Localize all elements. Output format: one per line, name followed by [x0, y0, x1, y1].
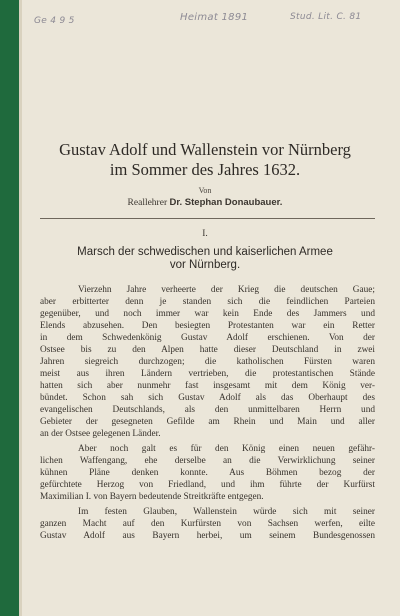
- body-line: meist aus ihren Ländern vertrieben, die protestantischen Stände: [40, 369, 375, 379]
- green-binding-spine: [0, 0, 19, 616]
- author-name: Dr. Stephan Donaubauer.: [169, 197, 283, 208]
- author-prefix: Reallehrer: [127, 198, 168, 208]
- pencil-annotation-left: Ge 4 9 5: [34, 16, 75, 26]
- body-line: Maximilian I. von Bayern bedeutende Streitkräfte entgegen.: [40, 492, 264, 502]
- document-title-line-2: im Sommer des Jahres 1632.: [109, 160, 301, 179]
- body-line: lichen Waffengang, ehe derselbe an die Verwirklichung seiner: [40, 456, 375, 466]
- body-line: gegenüber, und noch immer war kein Ende des Jammers und: [40, 309, 375, 319]
- body-line: Vierzehn Jahre verheerte der Krieg die deutschen Gaue;: [78, 285, 375, 295]
- body-line: hatten sich aber nunmehr fast insgesamt mit dem König ver-: [40, 381, 375, 391]
- section-heading-line-1: Marsch der schwedischen und kaiserlichen Armee: [77, 246, 333, 258]
- body-line: ganzen Macht auf den Kurfürsten von Sachsen werfen, eilte: [40, 519, 375, 529]
- body-line: gefürchtete Herzog von Friedland, und ihm führte der Kurfürst: [40, 480, 375, 490]
- body-line: in dem Schwedenkönig Gustav Adolf erschienen. Von der: [40, 333, 375, 343]
- body-line: Jahren siegreich durchzogen; die katholischen Fürsten waren: [40, 357, 375, 367]
- document-title-line-1: Gustav Adolf und Wallenstein vor Nürnberg: [59, 140, 351, 159]
- spine-edge: [19, 0, 22, 616]
- body-line: Elends abzusehen. Den besiegten Protestanten war ein Retter: [40, 321, 375, 331]
- body-line: an der Ostsee gelegenen Länder.: [40, 429, 161, 439]
- horizontal-rule: [40, 218, 375, 219]
- body-line: Gustav Adolf aus Bayern herbei, um seinem Bundesgenossen: [40, 531, 375, 541]
- pencil-annotation-center: Heimat 1891: [180, 12, 249, 23]
- body-line: Ostsee bis zu den Alpen hatte dieser Deutschland in zwei: [40, 345, 375, 355]
- body-line: aber erbitterter denn je standen sich die feindlichen Parteien: [40, 297, 375, 307]
- body-line: Im festen Glauben, Wallenstein würde sich mit seiner: [78, 507, 375, 517]
- body-line: Aber noch galt es für den König einen neuen gefähr-: [78, 444, 375, 454]
- section-number: I.: [202, 229, 208, 239]
- author-line: [30, 197, 380, 208]
- section-heading-line-2: vor Nürnberg.: [169, 259, 241, 271]
- body-line: Gebieter der gesegneten Gefilde am Rhein und Main und aller: [40, 417, 375, 427]
- body-line: bündet. Schon sah sich Gustav Adolf als das Oberhaupt des: [40, 393, 375, 403]
- body-line: kühnen Pläne denken konnte. Aus Böhmen bezog der: [40, 468, 375, 478]
- pencil-annotation-right: Stud. Lit. C. 81: [290, 12, 362, 22]
- byline-von: Von: [198, 186, 212, 195]
- body-line: evangelischen Deutschlands, als den unmittelbaren Herrn und: [40, 405, 375, 415]
